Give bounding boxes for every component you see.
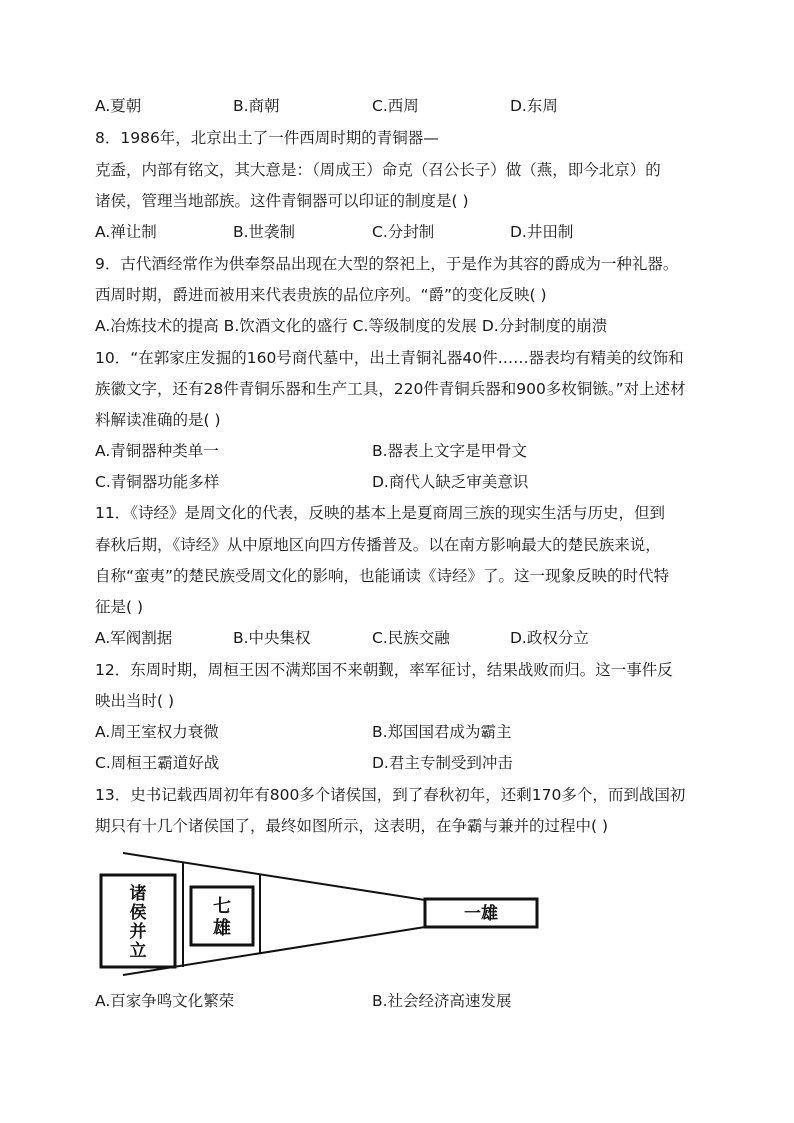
q9-options: A.冶炼技术的提高 B.饮酒文化的盛行 C.等级制度的发展 D.分封制度的崩溃 (95, 317, 608, 335)
fig-box-2-char-2: 雄 (213, 918, 231, 939)
q12-option-a: A.周王室权力衰微 (95, 723, 219, 741)
q7-option-a: A.夏朝 (95, 97, 142, 115)
q8-text-line-1: 8．1986年，北京出土了一件西周时期的青铜器— (95, 129, 439, 147)
q12-option-d: D.君主专制受到冲击 (372, 754, 513, 772)
fig-box-2-char-1: 七 (213, 896, 231, 917)
fig-box-1-char-2: 侯 (129, 903, 147, 923)
q12-text-line-1: 12．东周时期，周桓王因不满郑国不来朝觐，率军征讨，结果战败而归。这一事件反 (95, 661, 673, 679)
fig-box-3-label: 一雄 (464, 904, 498, 924)
fig-box-1-char-4: 立 (129, 941, 147, 961)
q11-option-a: A.军阀割据 (95, 629, 173, 647)
q13-text-line-2: 期只有十几个诸侯国了，最终如图所示，这表明，在争霸与兼并的过程中( ) (95, 817, 609, 835)
q10-option-d: D.商代人缺乏审美意识 (372, 473, 529, 491)
q12-option-b: B.郑国国君成为霸主 (372, 723, 512, 741)
q8-option-a: A.禅让制 (95, 223, 157, 241)
q10-option-a: A.青铜器种类单一 (95, 442, 219, 460)
q7-option-d: D.东周 (510, 97, 558, 115)
fig-box-1-char-3: 并 (129, 922, 147, 942)
q12-option-c: C.周桓王霸道好战 (95, 754, 220, 772)
q10-option-b: B.器表上文字是甲骨文 (372, 442, 528, 460)
q11-text-line-4: 征是( ) (95, 598, 144, 616)
q10-text-line-3: 料解读准确的是( ) (95, 411, 221, 429)
fig-box-1-char-1: 诸 (129, 884, 147, 904)
q11-text-line-3: 自称“蛮夷”的楚民族受周文化的影响，也能诵读《诗经》了。这一现象反映的时代特 (95, 567, 670, 585)
q13-option-a: A.百家争鸣文化繁荣 (95, 992, 235, 1010)
q13-text-line-1: 13．史书记载西周初年有800多个诸侯国，到了春秋初年，还剩170多个，而到战国初 (95, 786, 686, 804)
q11-option-b: B.中央集权 (233, 629, 311, 647)
q11-text-line-1: 11．《诗经》是周文化的代表，反映的基本上是夏商周三族的现实生活与历史，但到 (95, 504, 665, 522)
q10-text-line-2: 族徽文字，还有28件青铜乐器和生产工具，220件青铜兵器和900多枚铜镞。”对上述材 (95, 380, 686, 398)
q8-option-d: D.井田制 (510, 223, 574, 241)
q8-option-b: B.世袭制 (233, 223, 296, 241)
q9-text-line-2: 西周时期，爵进而被用来代表贵族的品位序列。“爵”的变化反映( ) (95, 286, 547, 304)
q8-text-line-3: 诸侯，管理当地部族。这件青铜器可以印证的制度是( ) (95, 192, 469, 210)
q12-text-line-2: 映出当时( ) (95, 692, 175, 710)
q10-text-line-1: 10．“在郭家庄发掘的160号商代墓中，出土青铜礼器40件……器表均有精美的纹饰和 (95, 349, 684, 367)
q8-option-c: C.分封制 (372, 223, 435, 241)
q9-text-line-1: 9．古代酒经常作为供奉祭品出现在大型的祭祀上，于是作为其容的爵成为一种礼器。 (95, 255, 679, 273)
q11-option-d: D.政权分立 (510, 629, 589, 647)
q13-option-b: B.社会经济高速发展 (372, 992, 512, 1010)
q7-option-c: C.西周 (372, 97, 419, 115)
q13-figure-funnel (95, 845, 545, 985)
q11-text-line-2: 春秋后期，《诗经》从中原地区向四方传播普及。以在南方影响最大的楚民族来说， (95, 536, 661, 554)
q10-option-c: C.青铜器功能多样 (95, 473, 220, 491)
q11-option-c: C.民族交融 (372, 629, 450, 647)
q7-option-b: B.商朝 (233, 97, 280, 115)
q8-text-line-2: 克盉，内部有铭文，其大意是：（周成王）命克（召公长子）做（燕，即今北京）的 (95, 161, 661, 179)
